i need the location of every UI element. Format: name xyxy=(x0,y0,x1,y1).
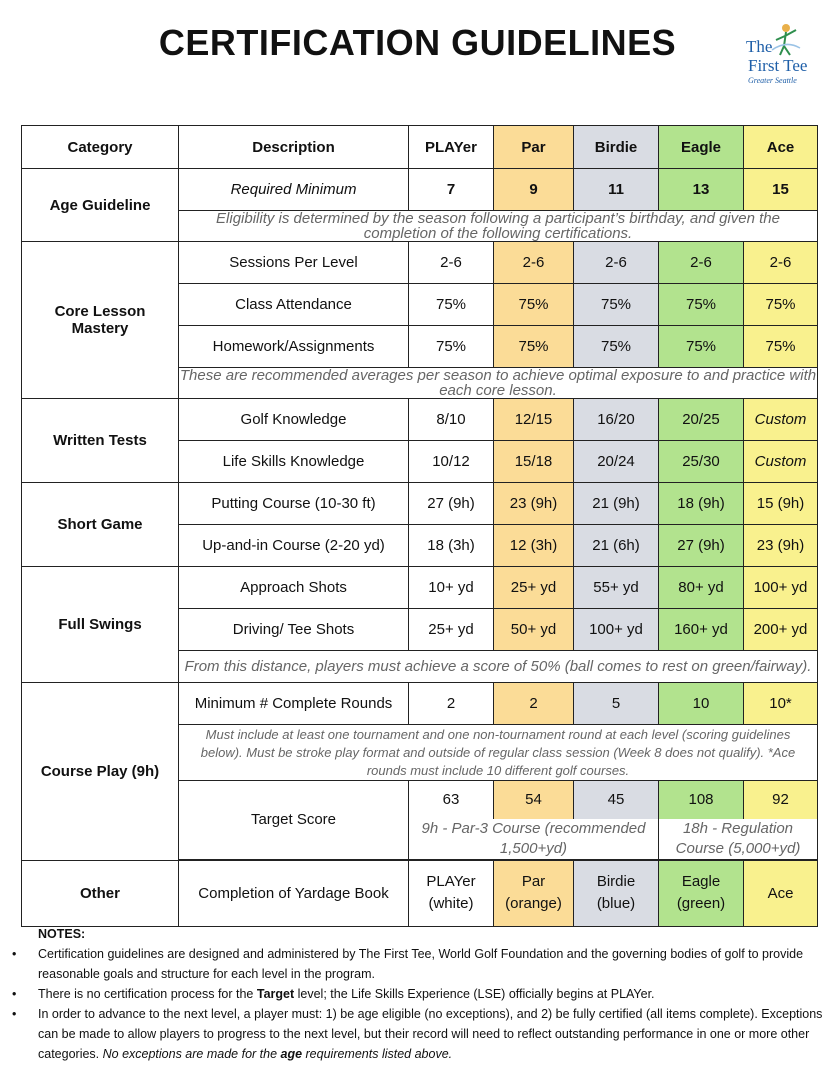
cell-eagle: 75% xyxy=(659,326,744,368)
cell-ace: 200+ yd xyxy=(744,609,818,651)
cell-player: 25+ yd xyxy=(409,609,494,651)
cell-par: 9 xyxy=(494,169,574,211)
logo-text-greater-seattle: Greater Seattle xyxy=(748,76,797,85)
cell-ace: 75% xyxy=(744,284,818,326)
category-course-play: Course Play (9h) xyxy=(22,683,179,861)
cell-birdie: 16/20 xyxy=(574,399,659,441)
table-row xyxy=(22,860,818,926)
category-full-swings: Full Swings xyxy=(22,567,179,683)
row-description: Class Attendance xyxy=(179,284,409,326)
cell-birdie: 45 xyxy=(574,781,659,819)
notes-section xyxy=(10,924,830,1064)
logo-text-the: The xyxy=(746,37,773,56)
cell-birdie: 11 xyxy=(574,169,659,211)
note-item: • There is no certification process for the Target level; the Life Skills Experience (LSE) officially begins at PLAYer. xyxy=(12,987,655,1001)
table-row xyxy=(22,399,818,441)
row-description: Minimum # Complete Rounds xyxy=(179,683,409,725)
category-other: Other xyxy=(22,860,179,926)
row-description: Golf Knowledge xyxy=(179,399,409,441)
cell-player: 18 (3h) xyxy=(409,525,494,567)
category-core: Core Lesson Mastery xyxy=(22,242,179,399)
cell-eagle: 75% xyxy=(659,284,744,326)
cell-player: 8/10 xyxy=(409,399,494,441)
row-description: Target Score xyxy=(179,781,409,860)
cell-birdie: 5 xyxy=(574,683,659,725)
cell-par: 2 xyxy=(494,683,574,725)
row-description: Life Skills Knowledge xyxy=(179,441,409,483)
cell-ace: Custom xyxy=(744,399,818,441)
cell-par: Par (orange) xyxy=(494,860,574,926)
category-age: Age Guideline xyxy=(22,169,179,242)
cell-par: 2-6 xyxy=(494,242,574,284)
cell-ace: 92 xyxy=(744,781,818,819)
cell-player: 10/12 xyxy=(409,441,494,483)
cell-eagle: 27 (9h) xyxy=(659,525,744,567)
row-description: Sessions Per Level xyxy=(179,242,409,284)
cell-player: 63 xyxy=(409,781,494,819)
header-category: Category xyxy=(22,126,179,169)
page-title: CERTIFICATION GUIDELINES xyxy=(158,22,677,63)
note-item: • In order to advance to the next level, a player must: 1) be age eligible (no exceptions), and 2) be fully certified (all items complete). Exceptions can be made to allow players to progress to the next level, but their record will need to reflect outstanding performance in one or more other categories. No exceptions are made for the age requirements listed above. xyxy=(12,1007,823,1061)
full-swings-note: From this distance, players must achieve a score of 50% (ball comes to rest on green/fairway). xyxy=(179,651,818,683)
cell-par: 23 (9h) xyxy=(494,483,574,525)
cell-ace: 15 (9h) xyxy=(744,483,818,525)
note-item: • Certification guidelines are designed and administered by The First Tee, World Golf Foundation and the governing bodies of golf to provide reasonable goals and structure for each level in the program. xyxy=(12,947,804,981)
cell-player: 7 xyxy=(409,169,494,211)
row-description: Approach Shots xyxy=(179,567,409,609)
cell-player: 2-6 xyxy=(409,242,494,284)
cell-birdie: 75% xyxy=(574,284,659,326)
table-row xyxy=(22,242,818,284)
notes-heading: NOTES: xyxy=(38,927,86,941)
cell-par: 50+ yd xyxy=(494,609,574,651)
header-par: Par xyxy=(494,126,574,169)
header-ace: Ace xyxy=(744,126,818,169)
table-row xyxy=(22,483,818,525)
target-subnote-eighteen-hole: 18h - Regulation Course (5,000+yd) xyxy=(659,819,818,860)
logo-text-first-tee: First Tee xyxy=(748,56,808,75)
cell-eagle: Eagle (green) xyxy=(659,860,744,926)
cell-birdie: 21 (6h) xyxy=(574,525,659,567)
cell-birdie: 55+ yd xyxy=(574,567,659,609)
row-description: Up-and-in Course (2-20 yd) xyxy=(179,525,409,567)
category-short-game: Short Game xyxy=(22,483,179,567)
cell-player: PLAYer (white) xyxy=(409,860,494,926)
cell-birdie: 100+ yd xyxy=(574,609,659,651)
header-player: PLAYer xyxy=(409,126,494,169)
row-description: Driving/ Tee Shots xyxy=(179,609,409,651)
cell-par: 25+ yd xyxy=(494,567,574,609)
table-row xyxy=(22,683,818,725)
cell-birdie: 2-6 xyxy=(574,242,659,284)
cell-eagle: 25/30 xyxy=(659,441,744,483)
cell-par: 12 (3h) xyxy=(494,525,574,567)
cell-eagle: 10 xyxy=(659,683,744,725)
core-note: These are recommended averages per season to achieve optimal exposure to and practice with each core lesson. xyxy=(179,367,817,399)
row-description: Homework/Assignments xyxy=(179,326,409,368)
header-birdie: Birdie xyxy=(574,126,659,169)
cell-ace: 10* xyxy=(744,683,818,725)
header-eagle: Eagle xyxy=(659,126,744,169)
row-description: Required Minimum xyxy=(179,169,409,211)
cell-birdie: Birdie (blue) xyxy=(574,860,659,926)
course-play-note: Must include at least one tournament and one non-tournament round at each level (scoring guidelines below). Must be stroke play format and outside of regular class session (Week 8 does not qualify). *Ace rounds must include 10 different golf courses. xyxy=(179,725,818,781)
cell-eagle: 13 xyxy=(659,169,744,211)
cell-eagle: 80+ yd xyxy=(659,567,744,609)
cell-player: 2 xyxy=(409,683,494,725)
table-row xyxy=(22,169,818,211)
cell-birdie: 75% xyxy=(574,326,659,368)
first-tee-logo xyxy=(738,22,830,88)
cell-ace: 2-6 xyxy=(744,242,818,284)
cell-ace: 23 (9h) xyxy=(744,525,818,567)
cell-eagle: 108 xyxy=(659,781,744,819)
cell-par: 75% xyxy=(494,326,574,368)
cell-par: 15/18 xyxy=(494,441,574,483)
target-subnote-nine-hole: 9h - Par-3 Course (recommended 1,500+yd) xyxy=(409,819,659,860)
cell-birdie: 20/24 xyxy=(574,441,659,483)
cell-player: 10+ yd xyxy=(409,567,494,609)
certification-table xyxy=(21,125,818,927)
header-description: Description xyxy=(179,126,409,169)
cell-eagle: 160+ yd xyxy=(659,609,744,651)
cell-par: 12/15 xyxy=(494,399,574,441)
cell-ace: Ace xyxy=(744,860,818,926)
cell-ace: 75% xyxy=(744,326,818,368)
category-written: Written Tests xyxy=(22,399,179,483)
row-description: Putting Course (10-30 ft) xyxy=(179,483,409,525)
cell-ace: 15 xyxy=(744,169,818,211)
age-note: Eligibility is determined by the season following a participant’s birthday, and given the completion of the following certifications. xyxy=(179,211,818,242)
cell-ace: 100+ yd xyxy=(744,567,818,609)
cell-eagle: 18 (9h) xyxy=(659,483,744,525)
cell-eagle: 2-6 xyxy=(659,242,744,284)
table-row xyxy=(22,567,818,609)
cell-birdie: 21 (9h) xyxy=(574,483,659,525)
cell-player: 75% xyxy=(409,326,494,368)
cell-player: 75% xyxy=(409,284,494,326)
header-row xyxy=(22,126,818,169)
cell-par: 54 xyxy=(494,781,574,819)
cell-ace: Custom xyxy=(744,441,818,483)
cell-eagle: 20/25 xyxy=(659,399,744,441)
cell-par: 75% xyxy=(494,284,574,326)
row-description: Completion of Yardage Book xyxy=(179,860,409,926)
cell-player: 27 (9h) xyxy=(409,483,494,525)
